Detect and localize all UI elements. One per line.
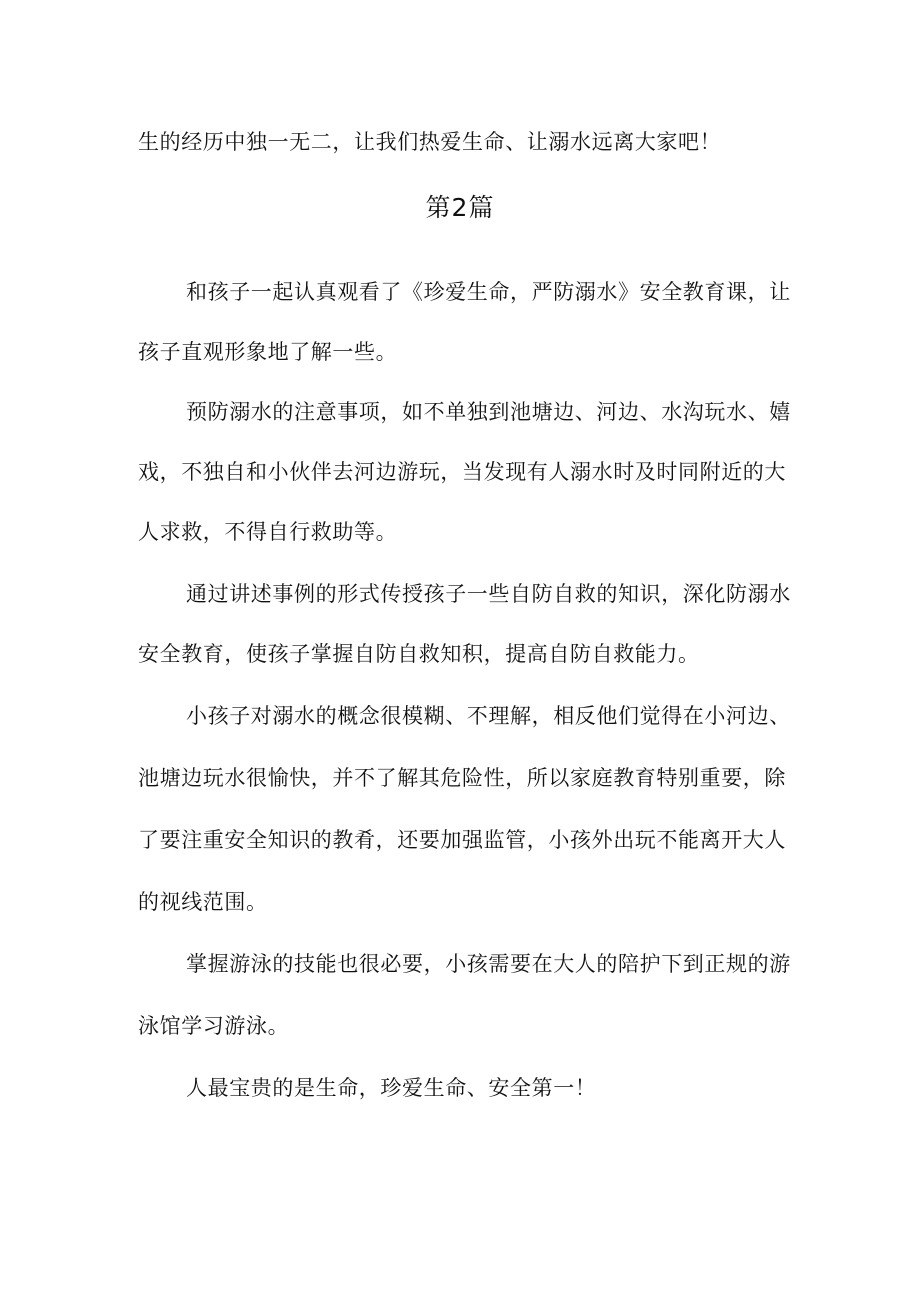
- paragraph-3-line-1: 通过讲述事例的形式传授孩子一些自防自救的知识，深化防溺水: [186, 582, 791, 606]
- continuation-line: 生的经历中独一无二，让我们热爱生命、让溺水远离大家吧！: [138, 130, 722, 154]
- paragraph-4-line-2: 池塘边玩水很愉快，并不了解其危险性，所以家庭教育特别重要，除: [138, 766, 786, 790]
- paragraph-5-line-2: 泳馆学习游泳。: [138, 1014, 290, 1038]
- paragraph-3-line-2: 安全教育，使孩子掌握自防自救知积，提高自防自救能力。: [138, 642, 700, 666]
- paragraph-1-line-1: 和孩子一起认真观看了《珍爱生命，严防溺水》安全教育课，让: [186, 280, 791, 304]
- paragraph-2-line-3: 人求救，不得自行救助等。: [138, 520, 398, 544]
- section-heading: 第2篇: [425, 193, 495, 222]
- paragraph-2-line-1: 预防溺水的注意事项，如不单独到池塘边、河边、水沟玩水、嬉: [186, 400, 791, 424]
- paragraph-4-line-4: 的视线范围。: [138, 890, 268, 914]
- paragraph-4-line-1: 小孩子对溺水的概念很模糊、不理解，相反他们觉得在小河边、: [186, 704, 791, 728]
- paragraph-6-line-1: 人最宝贵的是生命，珍爱生命、安全第一！: [186, 1076, 597, 1100]
- paragraph-5-line-1: 掌握游泳的技能也很必要，小孩需要在大人的陪护下到正规的游: [186, 952, 791, 976]
- paragraph-2-line-2: 戏，不独自和小伙伴去河边游玩，当发现有人溺水时及时同附近的大: [138, 460, 786, 484]
- paragraph-1-line-2: 孩子直观形象地了解一些。: [138, 340, 398, 364]
- paragraph-4-line-3: 了要注重安全知识的教肴，还要加强监管，小孩外出玩不能离开大人: [138, 828, 786, 852]
